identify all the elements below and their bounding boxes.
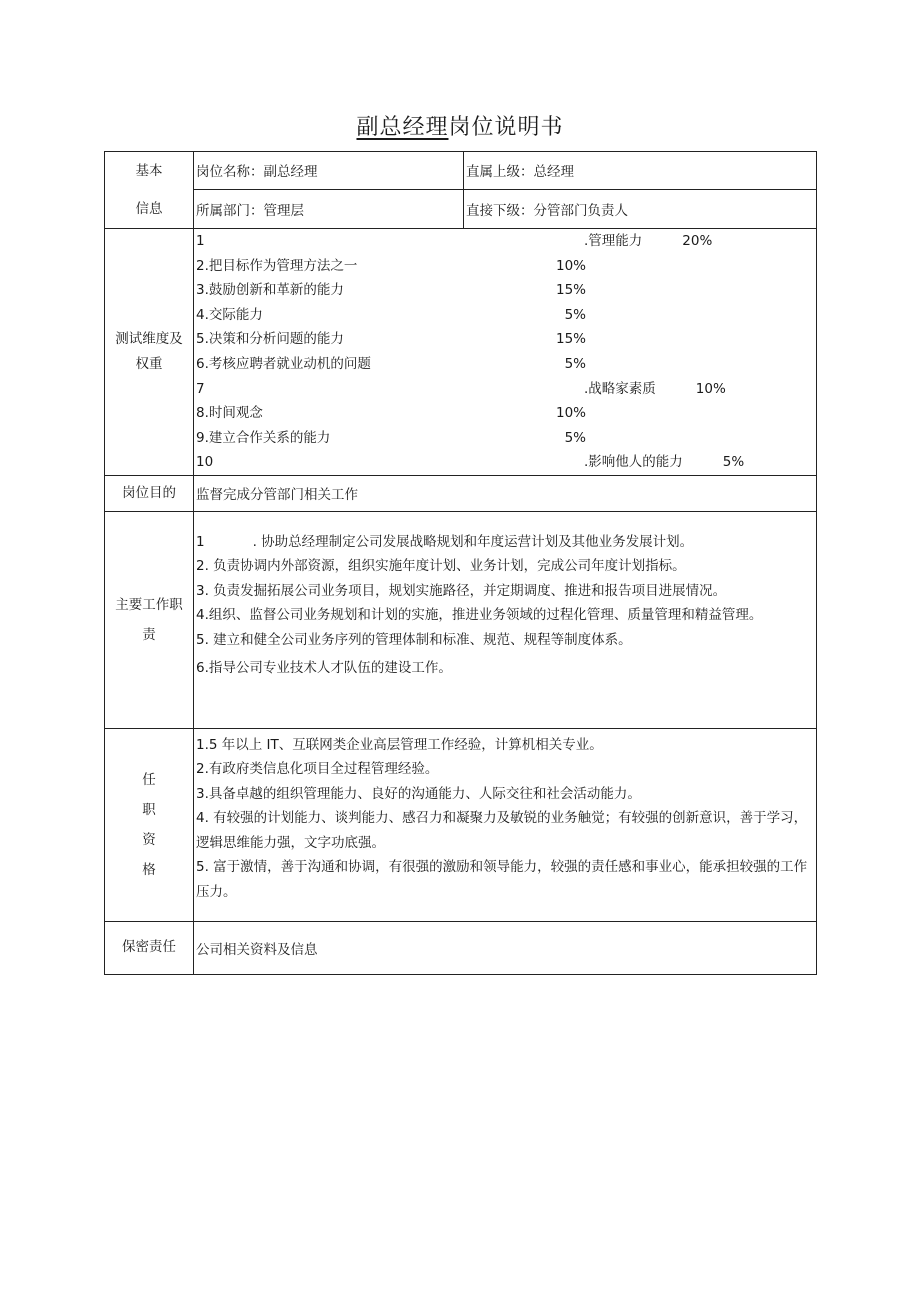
test-item-line [194,303,816,328]
position-cell [194,152,464,190]
qualifications-label-chars [105,765,193,885]
qualifications-label-char: 资 [142,831,156,848]
duties-list [194,512,816,697]
job-description-table [104,151,817,975]
qualifications-row [105,728,817,921]
test-item-name: 9.建立合作关系的能力 [196,429,331,446]
test-item-weight: 5% [564,429,586,446]
qualification-item: 3.具备卓越的组织管理能力、良好的沟通能力、人际交往和社会活动能力。 [196,785,641,802]
duty-items [196,554,814,681]
duty-first-num: 1 [196,533,205,550]
qualifications-list [194,729,816,917]
purpose-label: 岗位目的 [105,475,194,511]
test-item-name: 5.决策和分析问题的能力 [196,331,344,348]
test-label [105,229,194,476]
test-category-num: 7 [196,380,205,397]
test-item-line [194,352,816,377]
qualifications-label [105,728,194,921]
title-underlined: 副总经理 [356,115,449,140]
basic-label-b: 信息 [135,201,163,217]
test-item-line [194,426,816,451]
test-category-weight: 5% [722,454,745,471]
duty-item: 6.指导公司专业技术人才队伍的建设工作。 [196,660,452,677]
qualification-item: 5. 富于激情，善于沟通和协调，有很强的激励和领导能力，较强的责任感和事业心，能承担较强的工作压力。 [196,859,808,900]
qualification-item: 1.5 年以上 IT、互联网类企业高层管理工作经验，计算机相关专业。 [196,736,603,753]
duties-label-a: 主要工作职 [115,596,183,613]
test-content [194,229,817,476]
test-category-line [194,229,816,254]
duty-item: 2. 负责协调内外部资源，组织实施年度计划、业务计划，完成公司年度计划指标。 [196,558,686,575]
test-category-name: .战略家素质 [584,380,656,397]
test-item-line [194,327,816,352]
test-lines [194,229,816,475]
test-label-b: 权重 [135,355,163,372]
test-category-name: .管理能力 [584,233,643,249]
purpose-row [105,475,817,511]
duty-item [196,530,814,555]
confidential-cell [194,921,817,974]
test-item-line [194,278,816,303]
basic-label-a: 基本 [135,163,163,179]
purpose-text: 监督完成分管部门相关工作 [196,487,358,504]
test-item-weight: 5% [564,306,586,323]
direct-subordinate: 直接下级：分管部门负责人 [466,202,628,219]
duties-row [105,511,817,728]
confidential-label: 保密责任 [105,921,194,974]
qualifications-label-char: 格 [142,861,156,878]
test-category-num: 1 [196,233,205,249]
duty-first-text: . 协助总经理制定公司发展战略规划和年度运营计划及其他业务发展计划。 [252,533,694,550]
test-category-line [194,450,816,475]
qualifications-content [194,728,817,921]
qualifications-label-char: 职 [142,801,156,818]
department: 所属部门：管理层 [196,202,304,219]
test-row [105,229,817,476]
test-item-name: 6.考核应聘者就业动机的问题 [196,355,371,372]
test-item-name: 2.把目标作为管理方法之一 [196,257,358,274]
qualification-item: 4. 有较强的计划能力、谈判能力、感召力和凝聚力及敏锐的业务触觉；有较强的创新意识，善于学习，逻辑思维能力强，文字功底强。 [196,810,808,851]
basic-row-2 [105,189,817,228]
duties-label-b: 责 [142,626,156,643]
superior-cell [464,152,817,190]
test-item-weight: 15% [555,282,586,299]
confidential-text: 公司相关资料及信息 [196,941,318,958]
test-item-weight: 10% [555,405,586,422]
test-category-weight: 10% [695,380,726,397]
confidential-row [105,921,817,974]
basic-row-1 [105,152,817,190]
qualification-item: 2.有政府类信息化项目全过程管理经验。 [196,761,439,778]
department-cell [194,189,464,228]
test-category-name: .影响他人的能力 [584,454,683,471]
test-item-weight: 15% [555,331,586,348]
duties-content [194,511,817,728]
test-category-num: 10 [196,454,214,471]
duty-item: 4.组织、监督公司业务规划和计划的实施，推进业务领域的过程化管理、质量管理和精益管理。 [196,607,763,624]
test-item-weight: 10% [555,257,586,274]
position-name: 岗位名称：副总经理 [196,164,318,181]
subordinate-cell [464,189,817,228]
test-item-name: 4.交际能力 [196,306,263,323]
direct-superior: 直属上级：总经理 [466,164,574,181]
test-item-weight: 5% [564,355,586,372]
title-rest: 岗位说明书 [448,115,564,140]
test-item-line [194,401,816,426]
qualifications-label-char: 任 [142,771,156,788]
test-category-weight: 20% [682,233,713,249]
basic-label [105,152,194,229]
test-category-line [194,377,816,402]
test-item-line [194,254,816,279]
test-item-name: 8.时间观念 [196,405,263,422]
duties-label [105,511,194,728]
test-item-name: 3.鼓励创新和革新的能力 [196,282,344,299]
purpose-cell [194,475,817,511]
test-label-a: 测试维度及 [115,330,183,347]
page-title [0,110,920,141]
duty-item: 3. 负责发掘拓展公司业务项目，规划实施路径，并定期调度、推进和报告项目进展情况。 [196,582,727,599]
duty-item: 5. 建立和健全公司业务序列的管理体制和标准、规范、规程等制度体系。 [196,631,632,648]
